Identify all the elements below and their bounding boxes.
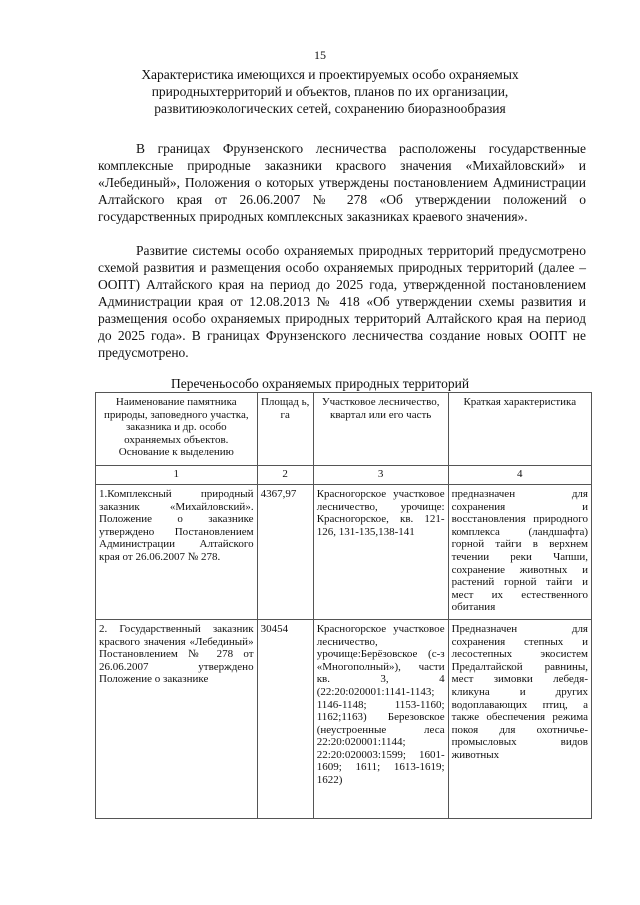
header-area: Площад ь, га xyxy=(257,393,313,466)
header-location: Участковое лесничество, квартал или его часть xyxy=(313,393,448,466)
body-paragraph: В границах Фрунзенского лесничества расположены государственные комплексные природные заказники красвого значения «Михайловский» и «Лебединый», Положения о которых утверждены постановлением Администрации Алтайского края от 26.06.2007 № 278 «Об утверждении положений о государственных природных комплексных заказниках краевого значения». xyxy=(98,141,586,224)
cell-area: 30454 xyxy=(257,619,313,818)
column-number: 2 xyxy=(257,466,313,485)
table-caption: Переченьособо охраняемых природных территорий xyxy=(170,376,470,391)
table-row xyxy=(96,485,592,620)
heading-line: природныхтерриторий и объектов, планов по их организации, xyxy=(151,84,509,99)
cell-name: 1.Комплексный природный заказник «Михайловский». Положение о заказнике утверждено Постановлением Администрации Алтайского края от 26.06.2007 № 278. xyxy=(96,485,258,620)
cell-location: Красногорское участковое лесничество, урочище: Красногорское, кв. 121-126, 131-135,138-141 xyxy=(313,485,448,620)
cell-area: 4367,97 xyxy=(257,485,313,620)
cell-location: Красногорское участковое лесничество, урочище:Берёзовское (с-з «Многополный»), части кв. 3, 4 (22:20:020001:1141-1143; 1146-1148; 1153-1160; 1162;1163) Березовское (неустроенные леса 22:20:020001:1144; 22:20:020003:1599; 1601- 1609; 1611; 1613-1619; 1622) xyxy=(313,619,448,818)
column-number-row xyxy=(96,466,592,485)
cell-description: предназначен для сохранения и восстановления природного комплекса (ландшафта) горной тайги в верхнем течении реки Чапши, сохранение животных и растений горной тайги и мест их естественного обитания xyxy=(448,485,591,620)
column-number: 1 xyxy=(96,466,258,485)
table-row xyxy=(96,619,592,818)
protected-areas-table xyxy=(95,392,592,819)
header-name: Наименование памятника природы, заповедного участка, заказника и др. особо охраняемых объектов. Основание к выделению xyxy=(96,393,258,466)
column-number: 4 xyxy=(448,466,591,485)
body-paragraph: Развитие системы особо охраняемых природных территорий предусмотрено схемой развития и размещения особо охраняемых природных территорий (далее – ООПТ) Алтайского края на период до 2025 года, утвержденной постановлением Администрации края от 12.08.2013 № 418 «Об утверждении схемы развития и размещения особо охраняемых природных территорий Алтайского края на период до 2025 года». В границах Фрунзенского лесничества создание новых ООПТ не предусмотрено. xyxy=(98,243,586,360)
heading-line: развитиюэкологических сетей, сохранению биоразнообразия xyxy=(154,101,506,116)
table-header-row xyxy=(96,393,592,466)
cell-description: Предназначен для сохранения степных и лесостепных экосистем Предалтайской равнины, мест зимовки лебедя-кликуна и других водоплавающих птиц, а также обеспечения режима покоя для охотничье-промысловых видов животных xyxy=(448,619,591,818)
heading-line: Характеристика имеющихся и проектируемых особо охраняемых xyxy=(141,67,519,82)
cell-name: 2. Государственный заказник красвого значения «Лебединый» Постановлением № 278 от 26.06.2007 утверждено Положение о заказнике xyxy=(96,619,258,818)
section-heading xyxy=(120,66,540,117)
header-description: Краткая характеристика xyxy=(448,393,591,466)
page-number: 15 xyxy=(314,48,326,62)
column-number: 3 xyxy=(313,466,448,485)
